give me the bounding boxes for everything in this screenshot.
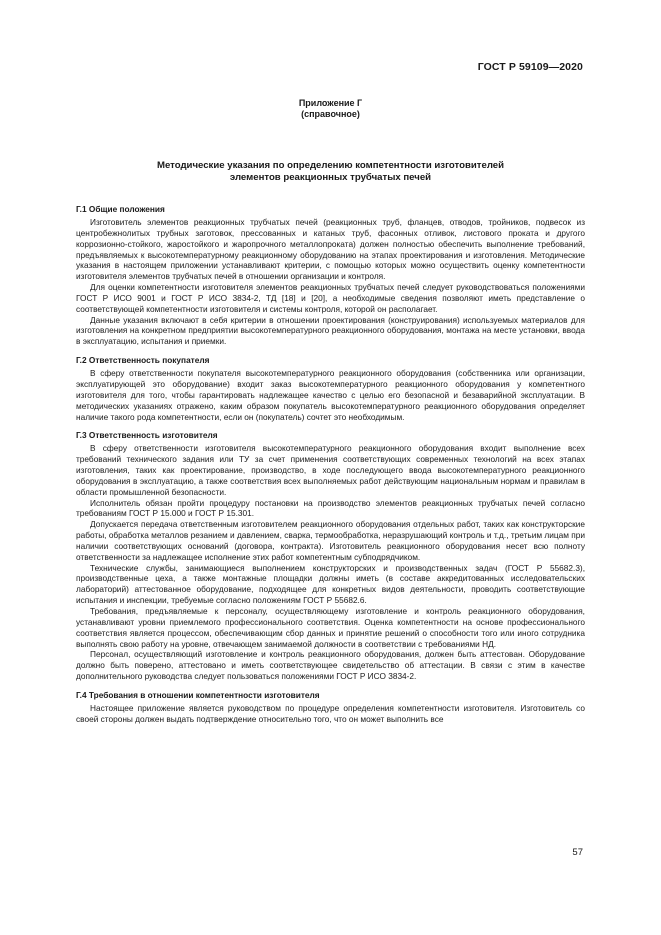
paragraph: Настоящее приложение является руководством по процедуре определения компетентности изготовителя. Изготовитель со своей стороны должен выдать подтверждение относительно того, что он может выполнить все [76, 702, 585, 724]
section-g2 [76, 355, 585, 422]
section-heading: Г.4 Требования в отношении компетентности изготовителя [76, 689, 320, 700]
section-g1 [76, 204, 585, 347]
paragraph: Допускается передача ответственным изготовителем реакционного оборудования отдельных работ, таких как конструкторские работы, обработка металлов резанием и давлением, сварка, термообработка, неразрушающий контроль и т.д., третьим лицам при наличии соответствующих оснований (договора, контракта). Изготовитель реакционного оборудования несет всю полноту ответственности за надлежащее исполнение этих работ компетентным субподрядчиком. [76, 519, 585, 562]
main-title-line-2: элементов реакционных трубчатых печей [229, 172, 432, 183]
standard-code: ГОСТ Р 59109—2020 [477, 61, 583, 73]
annex-subtitle: (справочное) [301, 109, 360, 119]
annex-title: Приложение Г [298, 98, 363, 108]
paragraph: Данные указания включают в себя критерии в отношении проектирования (конструирования) используемых материалов для изготовления на конкретном предприятии высокотемпературного реакционного оборудования, монтажа на месте установки, ввода в эксплуатацию, испытания и приемки. [76, 314, 585, 347]
paragraph: Требования, предъявляемые к персоналу, осуществляющему изготовление и контроль реакционного оборудования, устанавливают уровни приемлемого профессионального соответствия. Оценка компетентности на основе профессионального соответствия является процессом, обеспечивающим сбор данных и принятие решений о способности того или иного сотрудника выполнять свою работу на уровне, отвечающем занимаемой должности в соответствии с требованиями НД. [76, 606, 585, 649]
section-heading: Г.1 Общие положения [76, 204, 165, 214]
section-heading: Г.2 Ответственность покупателя [76, 355, 210, 366]
paragraph: Для оценки компетентности изготовителя элементов реакционных трубчатых печей следует руководствоваться положениями ГОСТ Р ИСО 9001 и ГОСТ Р ИСО 3834-2, ТД [18] и [20], а необходимые сведения позволяют иметь представление о соответствующей компетентности изготовителя и системы контроля, которой он располагает. [76, 282, 585, 314]
page-number: 57 [572, 847, 583, 858]
main-title-line-1: Методические указания по определению компетентности изготовителей [156, 160, 505, 171]
paragraph: В сферу ответственности изготовителя высокотемпературного реакционного оборудования входит выполнение всех требований технического задания или ТУ за счет применения соответствующих современных технологий на всех этапах изготовления, таких как проектирование, производство, в ходе последующего ввода высокотемпературного реакционного оборудования в эксплуатацию, а также соответствия всех выполняемых работ действующим национальным нормам и правилам в области промышленной безопасности. [76, 443, 585, 497]
main-title [76, 160, 585, 184]
section-g3 [76, 430, 585, 682]
page-content [76, 98, 585, 725]
section-heading: Г.3 Ответственность изготовителя [76, 430, 218, 441]
paragraph: В сферу ответственности покупателя высокотемпературного реакционного оборудования (собственника или организации, эксплуатирующей это оборудование) входит заказ высокотемпературного реакционного оборудования у компетентного изготовителя для того, чтобы гарантировать надлежащее качество с целью его безопасной и безаварийной эксплуатации. В методических указаниях отражено, каким образом покупатель высокотемпературного реакционного оборудования определяет наличие такого рода компетентности, если он (покупатель) сочтет это необходимым. [76, 368, 585, 422]
paragraph: Изготовитель элементов реакционных трубчатых печей (реакционных труб, фланцев, отводов, тройников, подвесок из центробежнолитых трубных заготовок, прессованных и катаных труб, фасонных отливок, листового проката и другого коррозионно-стойкого, жаростойкого и жаропрочного металлопроката) должен полностью обеспечить выполнение требований, предъявляемых к высокотемпературному реакционному оборудованию на этапах проектирования и изготовления. Методические указания в настоящем приложении устанавливают критерии, с помощью которых можно осуществить оценку компетентности изготовителя элементов трубчатых печей в отношении организации и контроля. [76, 217, 585, 282]
paragraph: Технические службы, занимающиеся выполнением конструкторских и производственных задач (ГОСТ Р 55682.3), производственные цеха, а также монтажные площадки должны иметь (в составе аккредитованных исследовательских лабораторий) аттестованное оборудование, подходящее для конкретных видов деятельности, проводить соответствующие испытания и инспекции, требуемые согласно положениям ГОСТ Р 55682.6. [76, 562, 585, 606]
section-g4 [76, 690, 585, 725]
paragraph: Персонал, осуществляющий изготовление и контроль реакционного оборудования, должен быть аттестован. Оборудование должно быть поверено, аттестовано и иметь соответствующее свидетельство об аттестации. В связи с этим в качестве дополнительного руководства следует пользоваться положениями ГОСТ Р ИСО 3834-2. [76, 649, 585, 682]
paragraph: Исполнитель обязан пройти процедуру постановки на производство элементов реакционных трубчатых печей согласно требованиям ГОСТ Р 15.000 и ГОСТ Р 15.301. [76, 497, 585, 519]
